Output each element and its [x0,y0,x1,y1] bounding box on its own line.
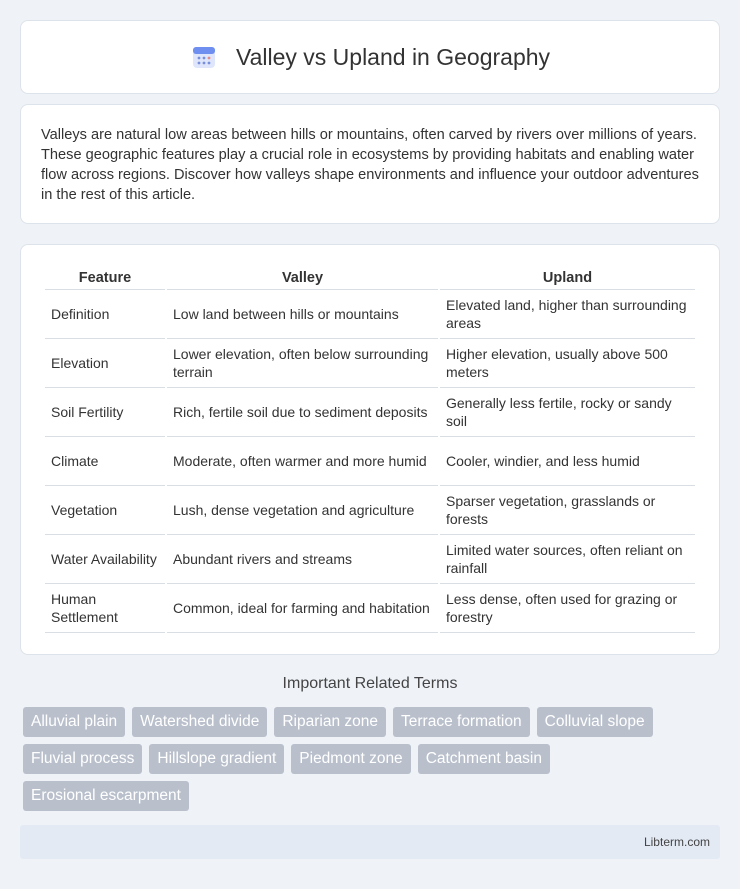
feature-cell: Water Availability [45,535,165,584]
header-upland: Upland [440,264,695,290]
valley-cell: Rich, fertile soil due to sediment deposits [167,388,438,437]
upland-cell: Elevated land, higher than surrounding areas [440,290,695,339]
table-header-row [45,264,695,290]
table-row [45,535,695,584]
related-term-tag[interactable]: Catchment basin [418,744,550,774]
upland-cell: Less dense, often used for grazing or forestry [440,584,695,633]
upland-cell: Generally less fertile, rocky or sandy soil [440,388,695,437]
table-row [45,584,695,633]
valley-cell: Lush, dense vegetation and agriculture [167,486,438,535]
feature-cell: Soil Fertility [45,388,165,437]
upland-cell: Sparser vegetation, grasslands or forests [440,486,695,535]
page-title: Valley vs Upland in Geography [235,43,551,70]
header-inner [190,43,550,71]
calendar-grid-icon [190,43,218,71]
intro-card [20,104,720,224]
feature-cell: Climate [45,437,165,486]
header-valley: Valley [167,264,438,290]
related-terms-title: Important Related Terms [282,675,458,692]
table-row [45,437,695,486]
comparison-table [43,264,697,633]
comparison-table-card [20,244,720,655]
header-card [20,20,720,94]
related-terms-list [23,707,703,811]
feature-cell: Definition [45,290,165,339]
related-term-tag[interactable]: Alluvial plain [23,707,125,737]
feature-cell: Human Settlement [45,584,165,633]
upland-cell: Higher elevation, usually above 500 meters [440,339,695,388]
table-row [45,486,695,535]
valley-cell: Lower elevation, often below surrounding terrain [167,339,438,388]
related-term-tag[interactable]: Piedmont zone [291,744,410,774]
feature-cell: Elevation [45,339,165,388]
footer-bar [20,825,720,859]
table-row [45,290,695,339]
related-term-tag[interactable]: Watershed divide [132,707,267,737]
related-term-tag[interactable]: Riparian zone [274,707,386,737]
footer-site-link[interactable]: Libterm.com [643,835,710,849]
valley-cell: Abundant rivers and streams [167,535,438,584]
related-term-tag[interactable]: Colluvial slope [537,707,653,737]
upland-cell: Limited water sources, often reliant on rainfall [440,535,695,584]
intro-paragraph: Valleys are natural low areas between hills or mountains, often carved by rivers over millions of years. These geographic features play a crucial role in ecosystems by providing habitats and enabling water flow across regions. Discover how valleys shape environments and influence your outdoor adventures in the rest of this article. [41,127,699,203]
related-term-tag[interactable]: Erosional escarpment [23,781,189,811]
valley-cell: Moderate, often warmer and more humid [167,437,438,486]
related-term-tag[interactable]: Hillslope gradient [149,744,284,774]
valley-cell: Low land between hills or mountains [167,290,438,339]
related-term-tag[interactable]: Fluvial process [23,744,142,774]
header-feature: Feature [45,264,165,290]
valley-cell: Common, ideal for farming and habitation [167,584,438,633]
feature-cell: Vegetation [45,486,165,535]
table-row [45,388,695,437]
upland-cell: Cooler, windier, and less humid [440,437,695,486]
related-term-tag[interactable]: Terrace formation [393,707,530,737]
table-row [45,339,695,388]
